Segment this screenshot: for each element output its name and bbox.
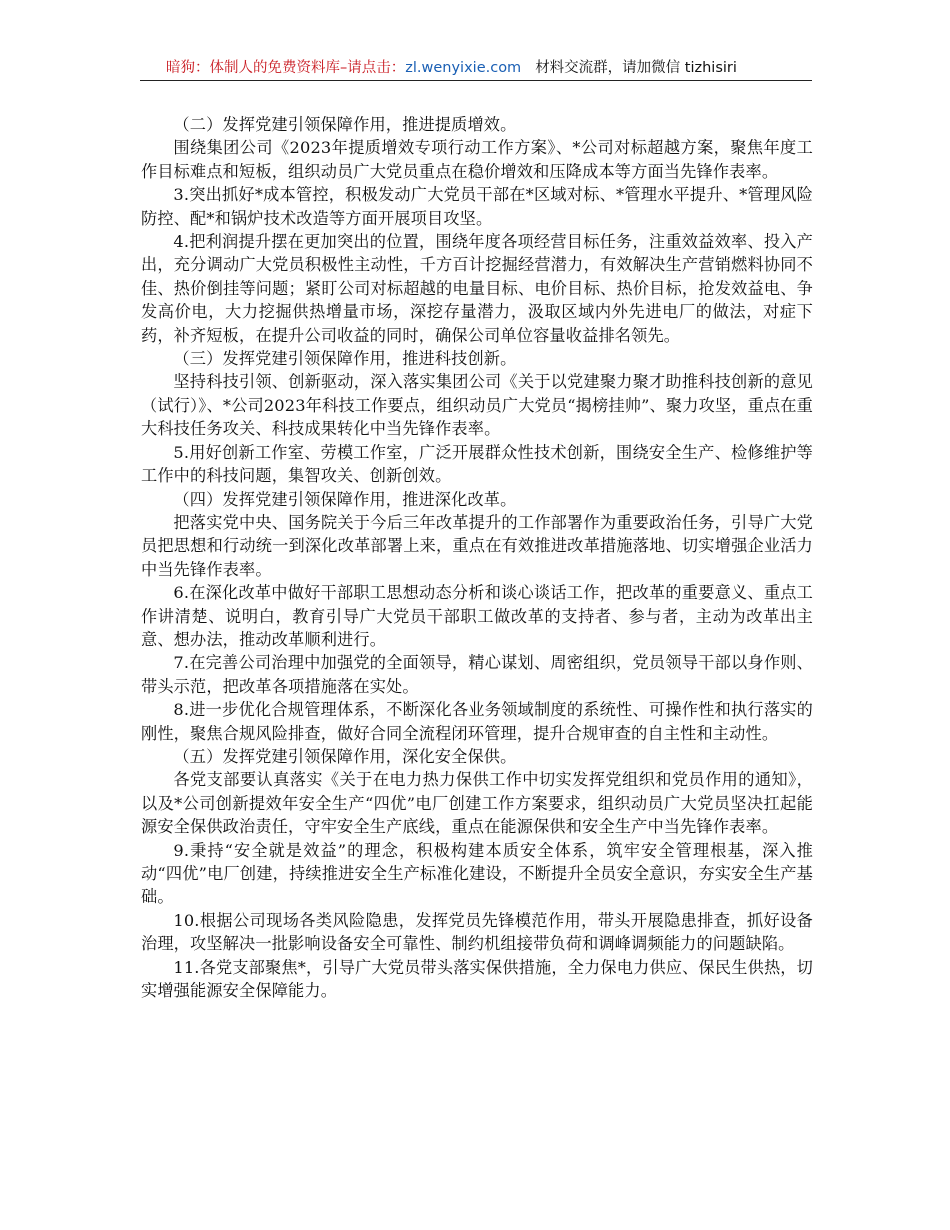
paragraph-item-10: 10.根据公司现场各类风险隐患，发挥党员先锋模范作用，带头开展隐患排查，抓好设备治理，攻坚解决一批影响设备安全可靠性、制约机组接带负荷和调峰调频能力的问题缺陷。 [141, 910, 813, 954]
page-header [140, 58, 812, 81]
paragraph: 各党支部要认真落实《关于在电力热力保供工作中切实发挥党组织和党员作用的通知》，以及*公司创新提效年安全生产“四优”电厂创建工作方案要求，组织动员广大党员坚决扛起能源安全保供政治责任，守牢安全生产底线，重点在能源保供和安全生产中当先锋作表率。 [141, 770, 813, 837]
section-heading-2: （二）发挥党建引领保障作用，推进提质增效。 [173, 115, 517, 134]
paragraph: 围绕集团公司《2023年提质增效专项行动工作方案》、*公司对标超越方案，聚焦年度工作目标难点和短板，组织动员广大党员重点在稳价增效和压降成本等方面当先锋作表率。 [141, 138, 813, 181]
paragraph: 坚持科技引领、创新驱动，深入落实集团公司《关于以党建聚力聚才助推科技创新的意见（试行）》、*公司2023年科技工作要点，组织动员广大党员“揭榜挂帅”、聚力攻坚，重点在重大科技任务攻关、科技成果转化中当先锋作表率。 [141, 372, 813, 439]
document-body [141, 113, 813, 1002]
paragraph-item-3: 3.突出抓好*成本管控，积极发动广大党员干部在*区域对标、*管理水平提升、*管理风险防控、配*和锅炉技术改造等方面开展项目攻坚。 [141, 185, 813, 228]
paragraph-item-6: 6.在深化改革中做好干部职工思想动态分析和谈心谈话工作，把改革的重要意义、重点工作讲清楚、说明白，教育引导广大党员干部职工做改革的支持者、参与者，主动为改革出主意、想办法，推动改革顺利进行。 [141, 583, 813, 649]
brand-title: 暗狗：体制人的免费资料库 [166, 60, 340, 76]
paragraph-item-7: 7.在完善公司治理中加强党的全面领导，精心谋划、周密组织，党员领导干部以身作则、带头示范，把改革各项措施落在实处。 [141, 653, 813, 696]
site-link[interactable]: zl.wenyixie.com [405, 60, 522, 76]
paragraph-item-8: 8.进一步优化合规管理体系，不断深化各业务领域制度的系统性、可操作性和执行落实的刚性，聚焦合规风险排查，做好合同全流程闭环管理，提升合规审查的自主性和主动性。 [141, 700, 813, 743]
paragraph-item-4: 4.把利润提升摆在更加突出的位置，围绕年度各项经营目标任务，注重效益效率、投入产出，充分调动广大党员积极性主动性，千方百计挖掘经营潜力，有效解决生产营销燃料协同不佳、热价倒挂等问题；紧盯公司对标超越的电量目标、电价目标、热价目标，抢发效益电、争发高价电，大力挖掘供热增量市场，深挖存量潜力，汲取区域内外先进电厂的做法，对症下药，补齐短板，在提升公司收益的同时，确保公司单位容量收益排名领先。 [141, 232, 813, 345]
paragraph: 把落实党中央、国务院关于今后三年改革提升的工作部署作为重要政治任务，引导广大党员把思想和行动统一到深化改革部署上来，重点在有效推进改革措施落地、切实增强企业活力中当先锋作表率。 [141, 512, 813, 579]
paragraph-item-11: 11.各党支部聚焦*，引导广大党员带头落实保供措施，全力保电力供应、保民生供热，切实增强能源安全保障能力。 [141, 957, 813, 1001]
paragraph-item-9: 9.秉持“安全就是效益”的理念，积极构建本质安全体系，筑牢安全管理根基，深入推动“四优”电厂创建，持续推进安全生产标准化建设，不断提升全员安全意识，夯实安全生产基础。 [141, 840, 813, 907]
section-heading-5: （五）发挥党建引领保障作用，深化安全保供。 [173, 746, 517, 766]
section-heading-3: （三）发挥党建引领保障作用，推进科技创新。 [173, 349, 517, 369]
section-heading-4: （四）发挥党建引领保障作用，推进深化改革。 [173, 489, 517, 509]
wechat-note: 材料交流群，请加微信 tizhisiri [535, 60, 737, 76]
paragraph-item-5: 5.用好创新工作室、劳模工作室，广泛开展群众性技术创新，围绕安全生产、检修维护等工作中的科技问题，集智攻关、创新创效。 [141, 442, 813, 486]
click-prompt: –请点击： [340, 60, 406, 76]
